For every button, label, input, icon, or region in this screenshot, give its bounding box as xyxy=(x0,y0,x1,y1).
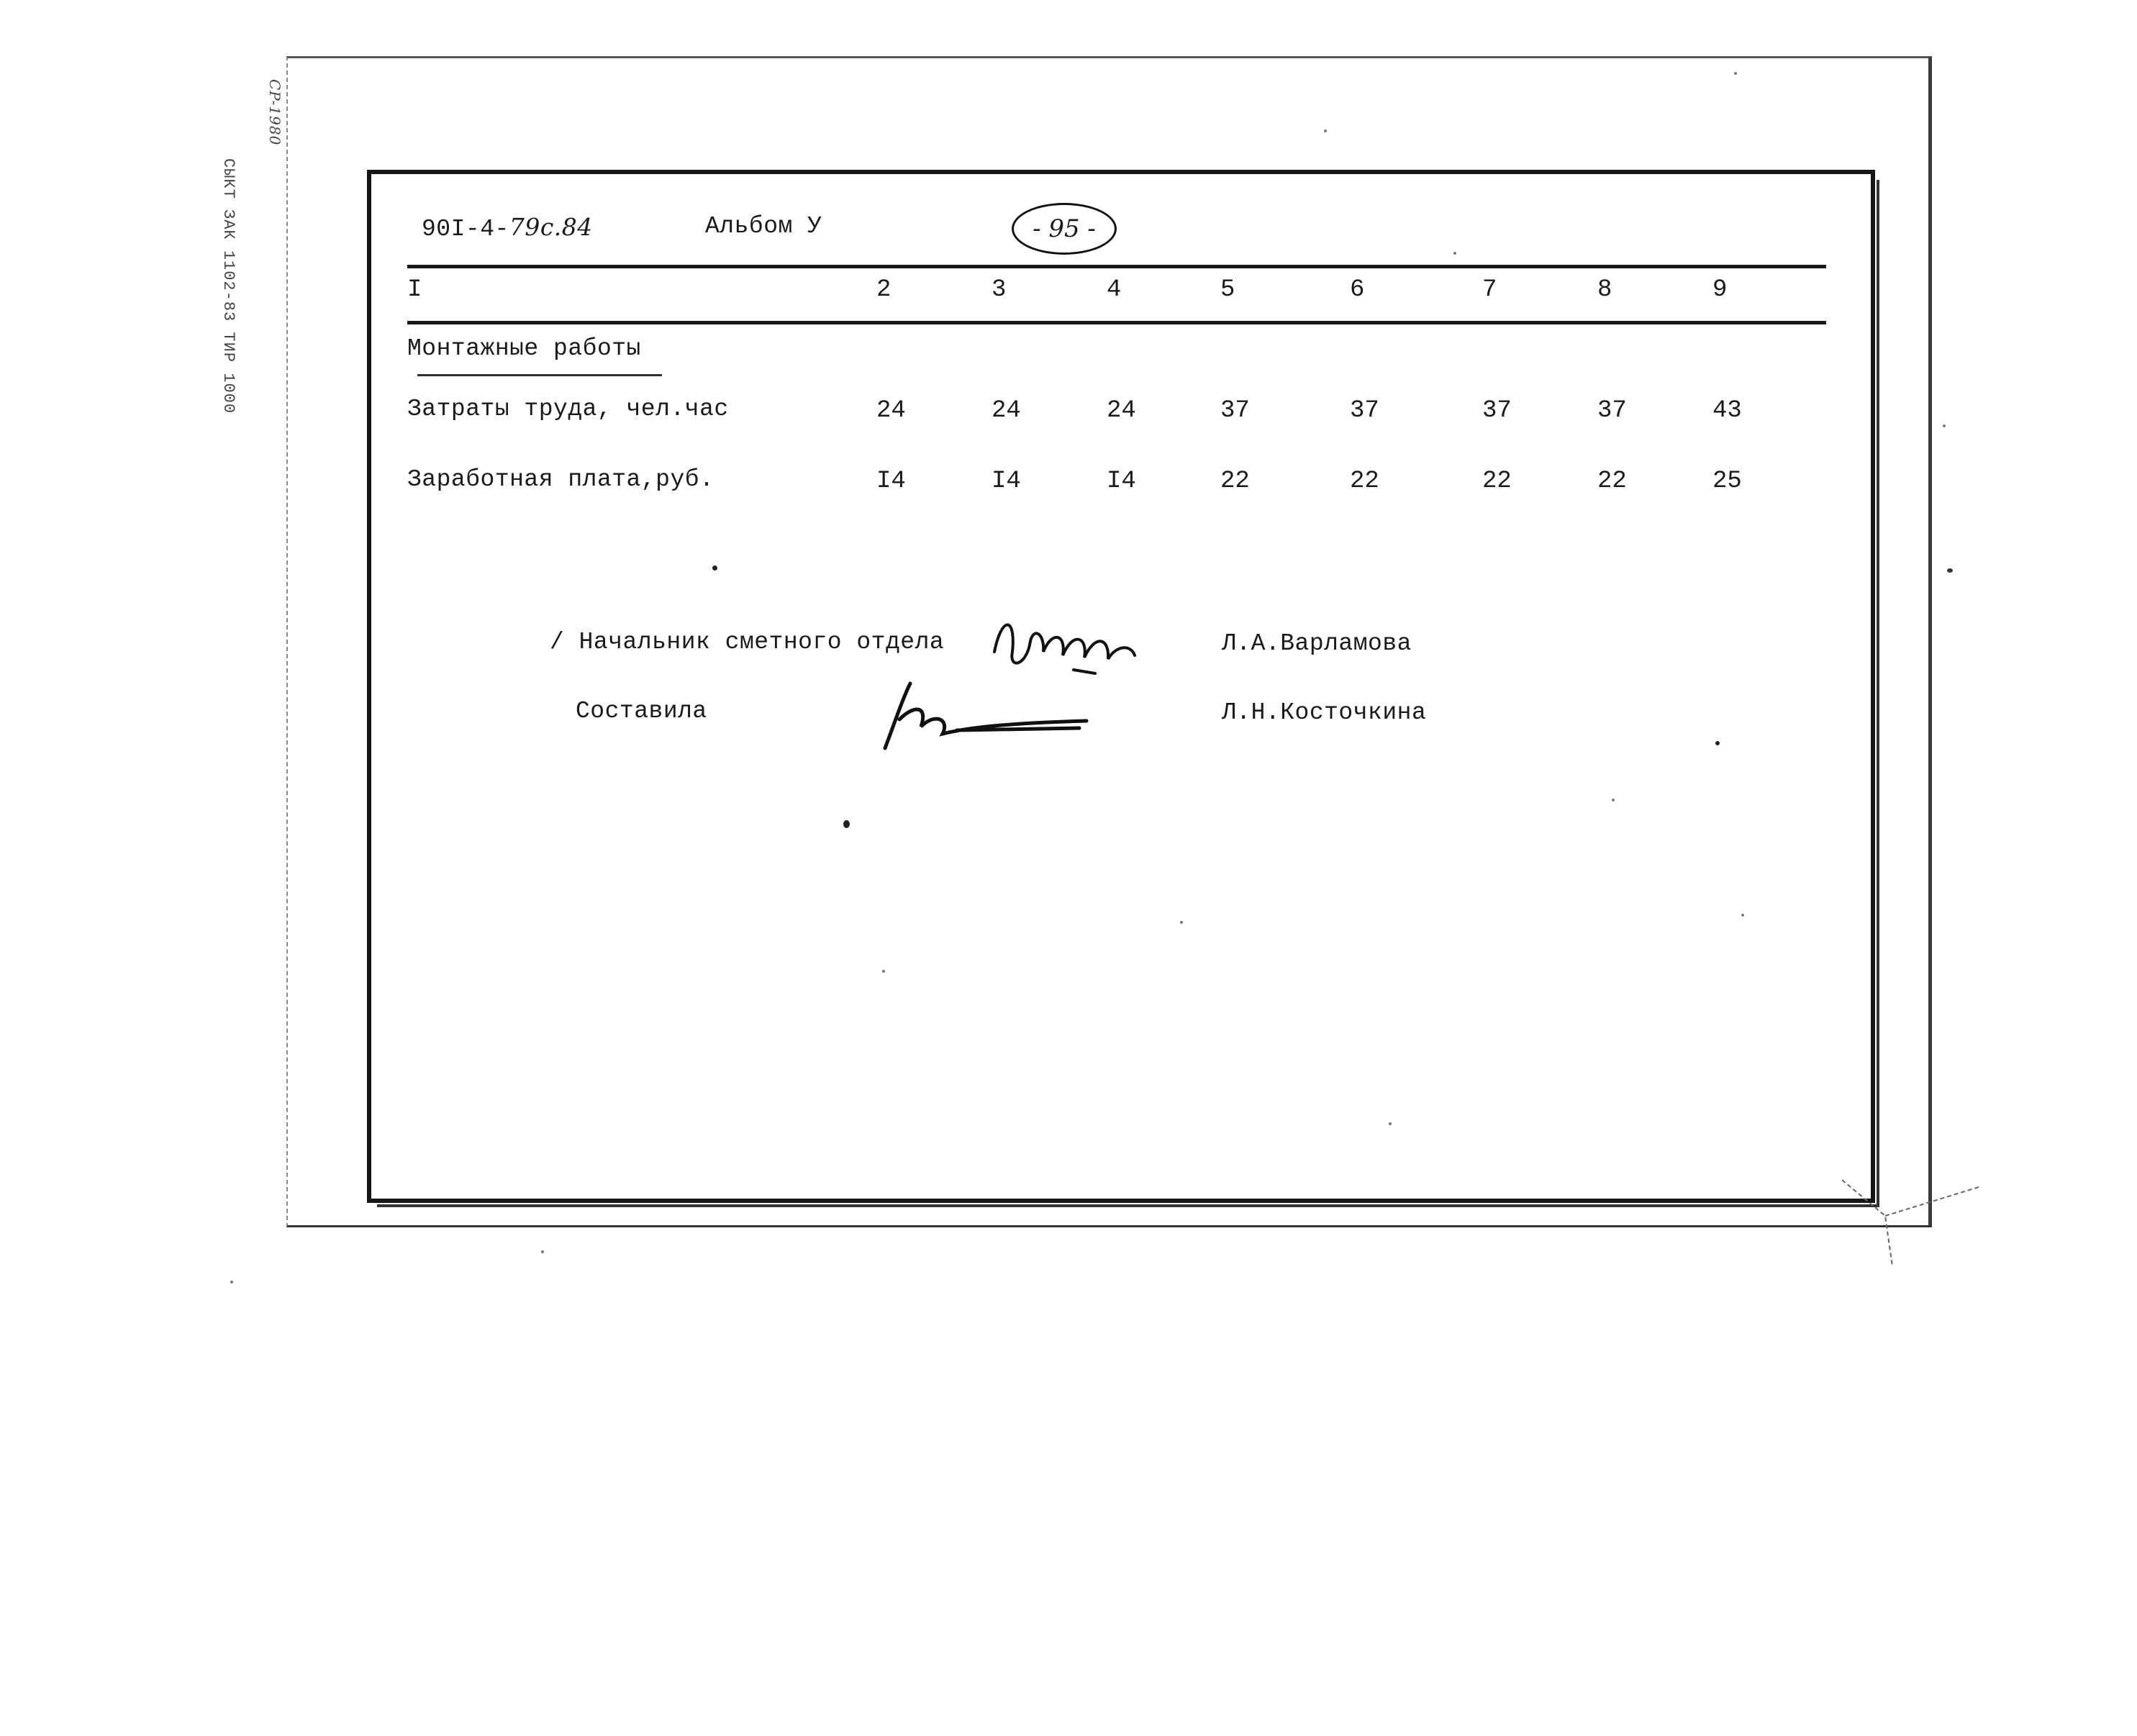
row-label-labor: Затраты труда, чел.час xyxy=(407,396,729,422)
table-cell: 24 xyxy=(992,397,1021,424)
table-cell: 22 xyxy=(1482,468,1512,495)
signature-compiler xyxy=(871,676,1101,755)
table-cell: 37 xyxy=(1482,397,1512,424)
signature-role-head: / Начальник сметного отдела xyxy=(550,629,945,655)
stamp-top: CP-1980 xyxy=(266,79,283,146)
document-frame xyxy=(367,170,1875,1203)
table-cell: I4 xyxy=(1107,468,1136,495)
table-cell: 25 xyxy=(1712,468,1742,495)
column-header-3: 3 xyxy=(992,276,1007,304)
column-header-4: 4 xyxy=(1107,276,1122,304)
column-header-5: 5 xyxy=(1220,276,1235,304)
table-cell: 37 xyxy=(1350,397,1379,424)
table-cell: 22 xyxy=(1220,468,1250,495)
column-header-8: 8 xyxy=(1597,276,1612,304)
document-code-handwritten: 79с.84 xyxy=(509,213,593,241)
vertical-print-line: СЫКТ ЗАК 1102-83 ТИР 1000 xyxy=(219,158,237,414)
page-number: - 95 - xyxy=(1033,214,1096,243)
signature-head xyxy=(987,601,1160,681)
column-header-6: 6 xyxy=(1350,276,1365,304)
table-cell: 24 xyxy=(1107,397,1136,424)
page-number-badge xyxy=(1012,203,1117,255)
column-header-7: 7 xyxy=(1482,276,1497,304)
row-label-wages: Заработная плата,руб. xyxy=(407,466,714,493)
column-header-1: I xyxy=(407,276,422,304)
signer-name-compiler: Л.Н.Косточкина xyxy=(1222,699,1427,726)
table-cell: 43 xyxy=(1712,397,1742,424)
table-header-bottom-rule xyxy=(407,321,1826,324)
table-cell: I4 xyxy=(992,468,1021,495)
corner-crease xyxy=(1842,1173,1986,1273)
column-header-9: 9 xyxy=(1712,276,1728,304)
table-cell: I4 xyxy=(876,468,906,495)
signature-role-compiler: Составила xyxy=(576,698,707,724)
document-code-printed: 90I-4- xyxy=(422,216,509,242)
document-code xyxy=(422,213,593,242)
table-cell: 37 xyxy=(1220,397,1250,424)
table-cell: 22 xyxy=(1350,468,1379,495)
table-cell: 24 xyxy=(876,397,906,424)
table-cell: 22 xyxy=(1597,468,1627,495)
column-header-2: 2 xyxy=(876,276,891,304)
album-label: Альбом У xyxy=(705,213,822,240)
signer-name-head: Л.А.Варламова xyxy=(1222,630,1412,657)
section-title-underline xyxy=(417,374,662,376)
table-cell: 37 xyxy=(1597,397,1627,424)
table-top-rule xyxy=(407,265,1826,268)
section-title: Монтажные работы xyxy=(407,335,641,362)
